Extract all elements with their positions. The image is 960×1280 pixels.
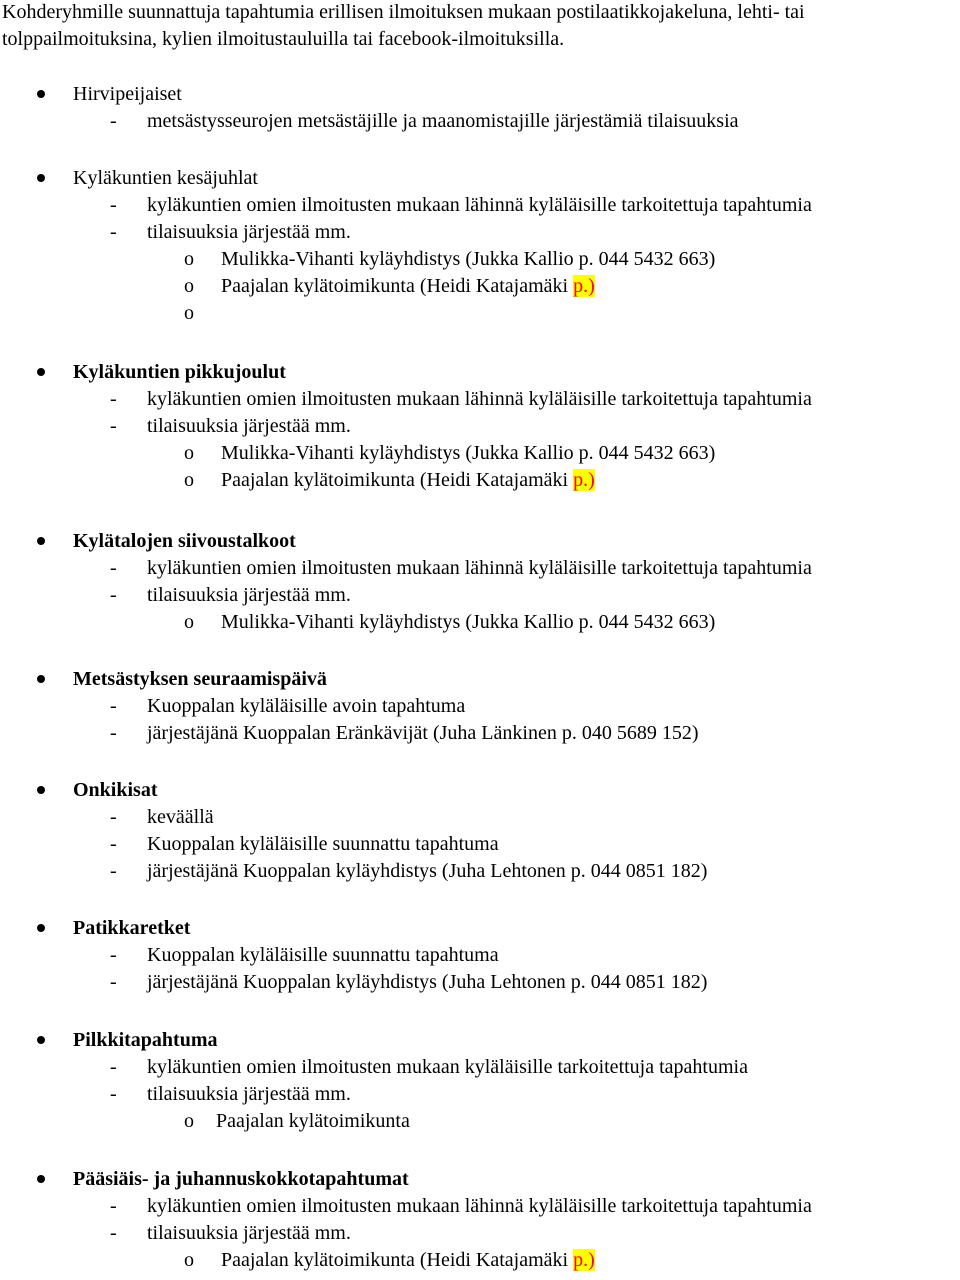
section-title-onkikisat: Onkikisat bbox=[73, 779, 158, 801]
dash-marker: - bbox=[110, 584, 117, 606]
sub-list-item bbox=[221, 274, 595, 298]
sub-list-item: Mulikka-Vihanti kyläyhdistys (Jukka Kallio p. 044 5432 663) bbox=[221, 248, 716, 270]
dash-marker: - bbox=[110, 1195, 117, 1217]
circle-bullet-icon: o bbox=[184, 248, 194, 270]
section-title-seuraamispaiva: Metsästyksen seuraamispäivä bbox=[73, 668, 327, 690]
circle-bullet-icon: o bbox=[184, 302, 194, 324]
bullet-icon bbox=[37, 675, 45, 683]
dash-marker: - bbox=[110, 806, 117, 828]
list-item: tilaisuuksia järjestää mm. bbox=[147, 415, 351, 437]
list-item: kyläkuntien omien ilmoitusten mukaan lähinnä kyläläisille tarkoitettuja tapahtumia bbox=[147, 194, 812, 216]
list-item: Kuoppalan kyläläisille suunnattu tapahtuma bbox=[147, 833, 499, 855]
list-item: Kuoppalan kyläläisille suunnattu tapahtuma bbox=[147, 944, 499, 966]
circle-bullet-icon: o bbox=[184, 442, 194, 464]
dash-marker: - bbox=[110, 221, 117, 243]
intro-line-2: tolppailmoituksina, kylien ilmoitustauluilla tai facebook-ilmoituksilla. bbox=[2, 28, 565, 50]
sub-list-item: Paajalan kylätoimikunta bbox=[216, 1110, 410, 1132]
highlighted-text: p.) bbox=[573, 1249, 595, 1271]
list-item: kyläkuntien omien ilmoitusten mukaan lähinnä kyläläisille tarkoitettuja tapahtumia bbox=[147, 557, 812, 579]
list-item: tilaisuuksia järjestää mm. bbox=[147, 221, 351, 243]
dash-marker: - bbox=[110, 1056, 117, 1078]
bullet-icon bbox=[37, 786, 45, 794]
bullet-icon bbox=[37, 90, 45, 98]
intro-line-1: Kohderyhmille suunnattuja tapahtumia erillisen ilmoituksen mukaan postilaatikkojakeluna, lehti- tai bbox=[2, 1, 805, 23]
list-item: kyläkuntien omien ilmoitusten mukaan lähinnä kyläläisille tarkoitettuja tapahtumia bbox=[147, 388, 812, 410]
circle-bullet-icon: o bbox=[184, 469, 194, 491]
dash-marker: - bbox=[110, 415, 117, 437]
sub-list-item-text: Paajalan kylätoimikunta (Heidi Katajamäki bbox=[221, 275, 574, 297]
dash-marker: - bbox=[110, 971, 117, 993]
dash-marker: - bbox=[110, 695, 117, 717]
bullet-icon bbox=[37, 1036, 45, 1044]
bullet-icon bbox=[37, 174, 45, 182]
dash-marker: - bbox=[110, 1222, 117, 1244]
section-title-kesajuhlat: Kyläkuntien kesäjuhlat bbox=[73, 167, 258, 189]
section-title-hirvipeijaiset: Hirvipeijaiset bbox=[73, 83, 182, 105]
sub-list-item bbox=[221, 468, 595, 492]
section-title-pilkkitapahtuma: Pilkkitapahtuma bbox=[73, 1029, 218, 1051]
list-item: tilaisuuksia järjestää mm. bbox=[147, 1222, 351, 1244]
section-title-kokkotapahtumat: Pääsiäis- ja juhannuskokkotapahtumat bbox=[73, 1168, 409, 1190]
section-title-siivoustalkoot: Kylätalojen siivoustalkoot bbox=[73, 530, 296, 552]
list-item: järjestäjänä Kuoppalan Eränkävijät (Juha Länkinen p. 040 5689 152) bbox=[147, 722, 699, 744]
list-item: järjestäjänä Kuoppalan kyläyhdistys (Juha Lehtonen p. 044 0851 182) bbox=[147, 971, 708, 993]
section-title-patikkaretket: Patikkaretket bbox=[73, 917, 191, 939]
bullet-icon bbox=[37, 368, 45, 376]
list-item: tilaisuuksia järjestää mm. bbox=[147, 1083, 351, 1105]
section-title-pikkujoulut: Kyläkuntien pikkujoulut bbox=[73, 361, 286, 383]
dash-marker: - bbox=[110, 944, 117, 966]
highlighted-text: p.) bbox=[573, 469, 595, 491]
sub-list-item: Mulikka-Vihanti kyläyhdistys (Jukka Kallio p. 044 5432 663) bbox=[221, 611, 716, 633]
bullet-icon bbox=[37, 924, 45, 932]
highlighted-text: p.) bbox=[573, 275, 595, 297]
circle-bullet-icon: o bbox=[184, 611, 194, 633]
sub-list-item: Mulikka-Vihanti kyläyhdistys (Jukka Kallio p. 044 5432 663) bbox=[221, 442, 716, 464]
dash-marker: - bbox=[110, 388, 117, 410]
sub-list-item-text: Paajalan kylätoimikunta (Heidi Katajamäki bbox=[221, 1249, 574, 1271]
list-item: järjestäjänä Kuoppalan kyläyhdistys (Juha Lehtonen p. 044 0851 182) bbox=[147, 860, 708, 882]
circle-bullet-icon: o bbox=[184, 1110, 194, 1132]
bullet-icon bbox=[37, 1175, 45, 1183]
sub-list-item-text: Paajalan kylätoimikunta (Heidi Katajamäki bbox=[221, 469, 574, 491]
bullet-icon bbox=[37, 537, 45, 545]
circle-bullet-icon: o bbox=[184, 275, 194, 297]
dash-marker: - bbox=[110, 194, 117, 216]
list-item: Kuoppalan kyläläisille avoin tapahtuma bbox=[147, 695, 466, 717]
dash-marker: - bbox=[110, 833, 117, 855]
dash-marker: - bbox=[110, 1083, 117, 1105]
list-item: metsästysseurojen metsästäjille ja maanomistajille järjestämiä tilaisuuksia bbox=[147, 110, 739, 132]
dash-marker: - bbox=[110, 722, 117, 744]
dash-marker: - bbox=[110, 860, 117, 882]
list-item: keväällä bbox=[147, 806, 214, 828]
sub-list-item bbox=[221, 1248, 595, 1272]
list-item: kyläkuntien omien ilmoitusten mukaan lähinnä kyläläisille tarkoitettuja tapahtumia bbox=[147, 1195, 812, 1217]
dash-marker: - bbox=[110, 110, 117, 132]
dash-marker: - bbox=[110, 557, 117, 579]
list-item: kyläkuntien omien ilmoitusten mukaan kyläläisille tarkoitettuja tapahtumia bbox=[147, 1056, 748, 1078]
list-item: tilaisuuksia järjestää mm. bbox=[147, 584, 351, 606]
circle-bullet-icon: o bbox=[184, 1249, 194, 1271]
